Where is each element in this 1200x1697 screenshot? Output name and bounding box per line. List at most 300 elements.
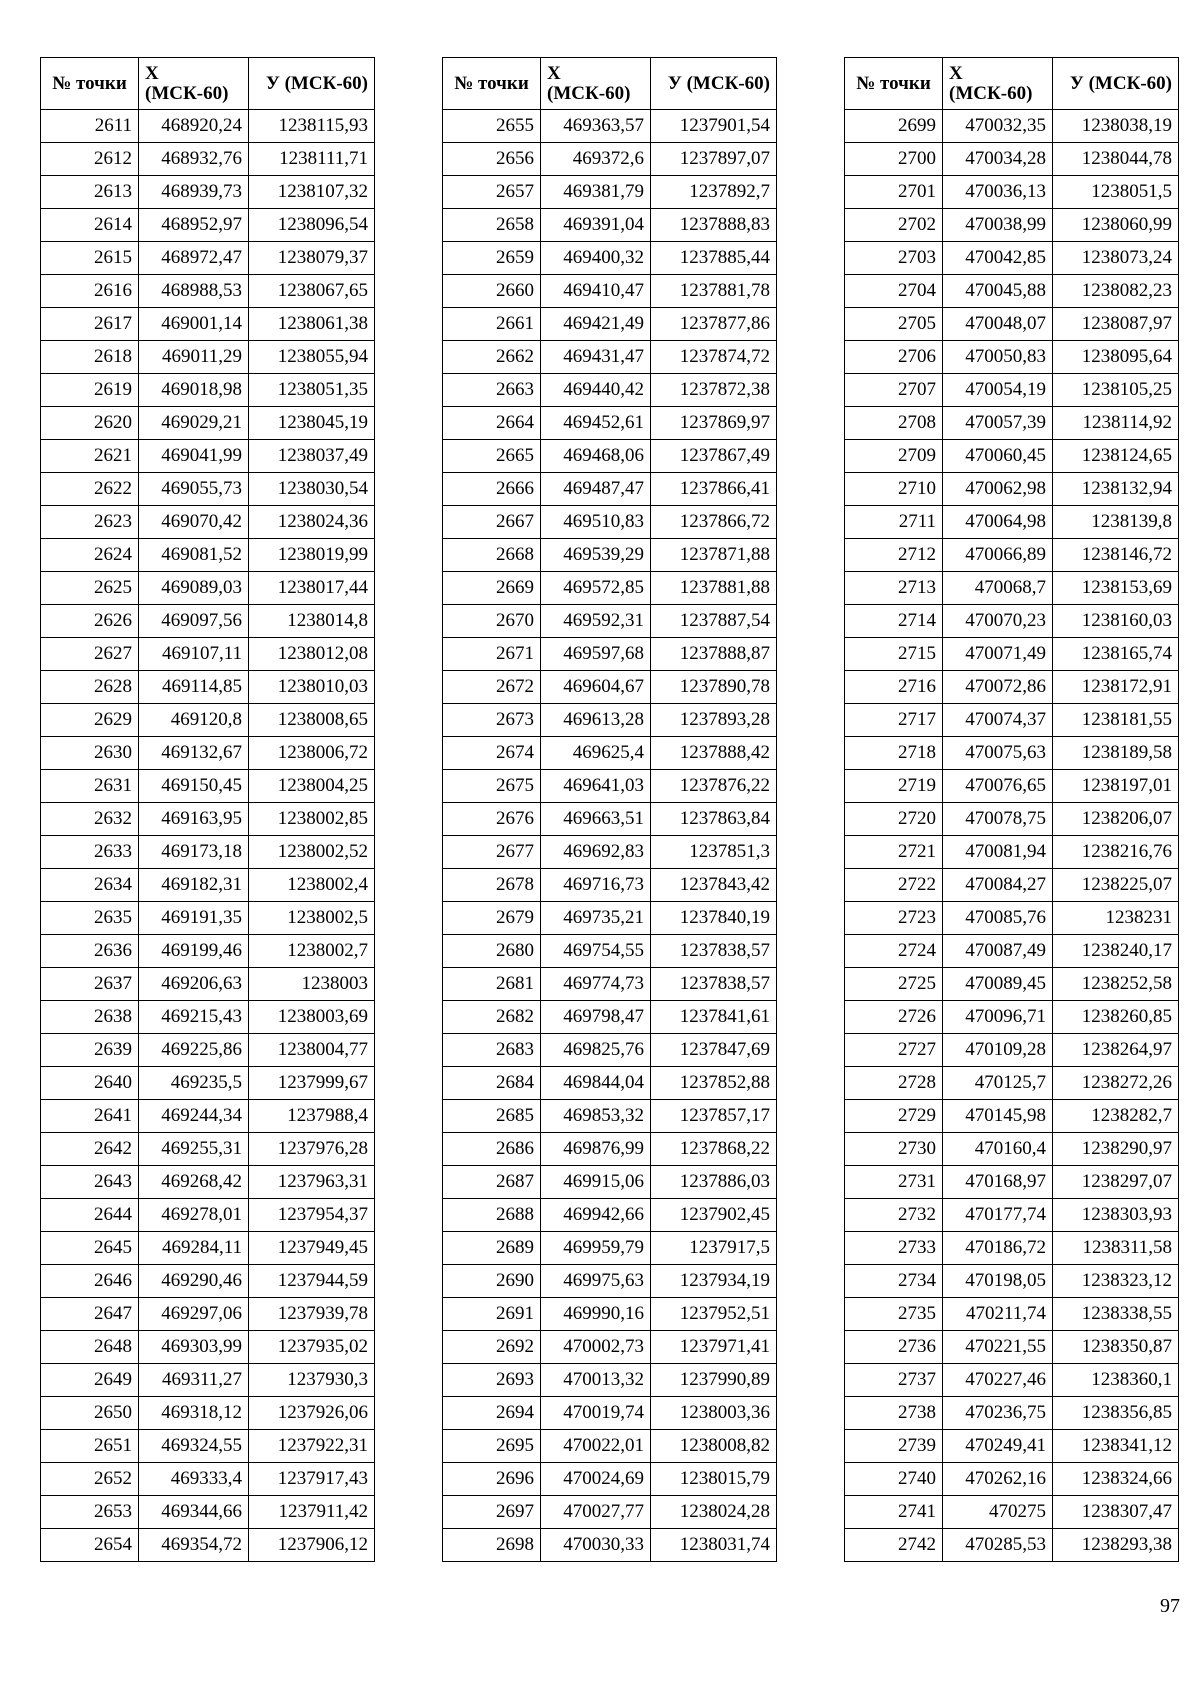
point-number-cell: 2663 [443, 374, 541, 407]
y-coordinate-cell: 1238002,52 [249, 836, 375, 869]
y-coordinate-cell: 1237917,43 [249, 1463, 375, 1496]
y-coordinate-cell: 1238240,17 [1053, 935, 1179, 968]
x-coordinate-cell: 469876,99 [541, 1133, 651, 1166]
point-number-cell: 2702 [845, 209, 943, 242]
x-coordinate-cell: 470070,23 [943, 605, 1053, 638]
y-coordinate-cell: 1238004,77 [249, 1034, 375, 1067]
y-coordinate-cell: 1237911,42 [249, 1496, 375, 1529]
y-coordinate-cell: 1238019,99 [249, 539, 375, 572]
x-coordinate-cell: 469431,47 [541, 341, 651, 374]
coordinates-table-2 [442, 57, 777, 1562]
y-coordinate-cell: 1238111,71 [249, 143, 375, 176]
table-row [443, 770, 777, 803]
point-number-cell: 2733 [845, 1232, 943, 1265]
x-coordinate-cell: 470262,16 [943, 1463, 1053, 1496]
y-coordinate-cell: 1237897,07 [651, 143, 777, 176]
table-row [41, 803, 375, 836]
x-coordinate-cell: 470024,69 [541, 1463, 651, 1496]
x-coordinate-cell: 469774,73 [541, 968, 651, 1001]
x-coordinate-cell: 469011,29 [139, 341, 249, 374]
y-coordinate-cell: 1237963,31 [249, 1166, 375, 1199]
x-coordinate-cell: 469990,16 [541, 1298, 651, 1331]
point-number-cell: 2740 [845, 1463, 943, 1496]
x-coordinate-cell: 469692,83 [541, 836, 651, 869]
point-number-cell: 2694 [443, 1397, 541, 1430]
header-y: У (МСК-60) [249, 58, 375, 110]
point-number-cell: 2716 [845, 671, 943, 704]
table-row [845, 407, 1179, 440]
table-row [41, 638, 375, 671]
table-row [443, 572, 777, 605]
y-coordinate-cell: 1237901,54 [651, 110, 777, 143]
point-number-cell: 2670 [443, 605, 541, 638]
y-coordinate-cell: 1237930,3 [249, 1364, 375, 1397]
table-row [41, 440, 375, 473]
table-row [443, 539, 777, 572]
x-coordinate-cell: 469018,98 [139, 374, 249, 407]
y-coordinate-cell: 1238044,78 [1053, 143, 1179, 176]
table-row [845, 1496, 1179, 1529]
header-y: У (МСК-60) [1053, 58, 1179, 110]
table-row [443, 176, 777, 209]
table-row [443, 1430, 777, 1463]
table-row [41, 902, 375, 935]
point-number-cell: 2728 [845, 1067, 943, 1100]
table-row [845, 638, 1179, 671]
point-number-cell: 2624 [41, 539, 139, 572]
y-coordinate-cell: 1237847,69 [651, 1034, 777, 1067]
point-number-cell: 2641 [41, 1100, 139, 1133]
y-coordinate-cell: 1238231 [1053, 902, 1179, 935]
x-coordinate-cell: 470030,33 [541, 1529, 651, 1562]
y-coordinate-cell: 1238105,25 [1053, 374, 1179, 407]
point-number-cell: 2712 [845, 539, 943, 572]
table-row [845, 1199, 1179, 1232]
table-row [845, 671, 1179, 704]
y-coordinate-cell: 1237857,17 [651, 1100, 777, 1133]
point-number-cell: 2637 [41, 968, 139, 1001]
y-coordinate-cell: 1237867,49 [651, 440, 777, 473]
table-row [443, 341, 777, 374]
point-number-cell: 2677 [443, 836, 541, 869]
x-coordinate-cell: 470145,98 [943, 1100, 1053, 1133]
table-row [845, 1067, 1179, 1100]
table-row [41, 1265, 375, 1298]
point-number-cell: 2636 [41, 935, 139, 968]
point-number-cell: 2612 [41, 143, 139, 176]
point-number-cell: 2700 [845, 143, 943, 176]
x-coordinate-cell: 469735,21 [541, 902, 651, 935]
table-row [41, 374, 375, 407]
table-row [443, 1463, 777, 1496]
table-row [41, 1331, 375, 1364]
y-coordinate-cell: 1237944,59 [249, 1265, 375, 1298]
y-coordinate-cell: 1238225,07 [1053, 869, 1179, 902]
point-number-cell: 2715 [845, 638, 943, 671]
point-number-cell: 2633 [41, 836, 139, 869]
x-coordinate-cell: 469199,46 [139, 935, 249, 968]
page-number: 97 [1160, 1595, 1180, 1617]
table-row [845, 275, 1179, 308]
table-row [443, 1232, 777, 1265]
header-row [845, 58, 1179, 110]
y-coordinate-cell: 1237871,88 [651, 539, 777, 572]
point-number-cell: 2673 [443, 704, 541, 737]
y-coordinate-cell: 1237990,89 [651, 1364, 777, 1397]
y-coordinate-cell: 1238038,19 [1053, 110, 1179, 143]
x-coordinate-cell: 470034,28 [943, 143, 1053, 176]
table-row [845, 1166, 1179, 1199]
x-coordinate-cell: 469120,8 [139, 704, 249, 737]
table-row [443, 902, 777, 935]
y-coordinate-cell: 1238002,5 [249, 902, 375, 935]
point-number-cell: 2719 [845, 770, 943, 803]
point-number-cell: 2701 [845, 176, 943, 209]
x-coordinate-cell: 470078,75 [943, 803, 1053, 836]
x-coordinate-cell: 469070,42 [139, 506, 249, 539]
table-row [845, 1100, 1179, 1133]
y-coordinate-cell: 1238297,07 [1053, 1166, 1179, 1199]
point-number-cell: 2643 [41, 1166, 139, 1199]
table-row [41, 1199, 375, 1232]
table-row [845, 341, 1179, 374]
table-row [845, 1331, 1179, 1364]
y-coordinate-cell: 1237881,88 [651, 572, 777, 605]
coordinates-table-1 [40, 57, 375, 1562]
point-number-cell: 2693 [443, 1364, 541, 1397]
header-x: X (МСК-60) [943, 58, 1053, 110]
point-number-cell: 2679 [443, 902, 541, 935]
x-coordinate-cell: 469572,85 [541, 572, 651, 605]
x-coordinate-cell: 469975,63 [541, 1265, 651, 1298]
table-row [443, 671, 777, 704]
table-row [845, 143, 1179, 176]
point-number-cell: 2665 [443, 440, 541, 473]
y-coordinate-cell: 1238172,91 [1053, 671, 1179, 704]
point-number-cell: 2645 [41, 1232, 139, 1265]
y-coordinate-cell: 1237917,5 [651, 1232, 777, 1265]
x-coordinate-cell: 469114,85 [139, 671, 249, 704]
y-coordinate-cell: 1238073,24 [1053, 242, 1179, 275]
table-row [845, 506, 1179, 539]
point-number-cell: 2668 [443, 539, 541, 572]
x-coordinate-cell: 469592,31 [541, 605, 651, 638]
table-row [443, 407, 777, 440]
x-coordinate-cell: 469959,79 [541, 1232, 651, 1265]
y-coordinate-cell: 1237902,45 [651, 1199, 777, 1232]
point-number-cell: 2625 [41, 572, 139, 605]
y-coordinate-cell: 1238002,4 [249, 869, 375, 902]
x-coordinate-cell: 470045,88 [943, 275, 1053, 308]
point-number-cell: 2686 [443, 1133, 541, 1166]
point-number-cell: 2681 [443, 968, 541, 1001]
point-number-cell: 2618 [41, 341, 139, 374]
y-coordinate-cell: 1237922,31 [249, 1430, 375, 1463]
x-coordinate-cell: 469268,42 [139, 1166, 249, 1199]
point-number-cell: 2649 [41, 1364, 139, 1397]
point-number-cell: 2739 [845, 1430, 943, 1463]
x-coordinate-cell: 469290,46 [139, 1265, 249, 1298]
x-coordinate-cell: 470032,35 [943, 110, 1053, 143]
x-coordinate-cell: 469716,73 [541, 869, 651, 902]
header-row [41, 58, 375, 110]
table-row [845, 209, 1179, 242]
point-number-cell: 2613 [41, 176, 139, 209]
point-number-cell: 2705 [845, 308, 943, 341]
point-number-cell: 2658 [443, 209, 541, 242]
table-row [845, 803, 1179, 836]
x-coordinate-cell: 470048,07 [943, 308, 1053, 341]
x-coordinate-cell: 470057,39 [943, 407, 1053, 440]
y-coordinate-cell: 1238206,07 [1053, 803, 1179, 836]
y-coordinate-cell: 1238360,1 [1053, 1364, 1179, 1397]
table-row [41, 242, 375, 275]
y-coordinate-cell: 1237976,28 [249, 1133, 375, 1166]
y-coordinate-cell: 1238010,03 [249, 671, 375, 704]
table-row [443, 308, 777, 341]
x-coordinate-cell: 470036,13 [943, 176, 1053, 209]
point-number-cell: 2707 [845, 374, 943, 407]
table-row [845, 1430, 1179, 1463]
y-coordinate-cell: 1237881,78 [651, 275, 777, 308]
table-row [443, 110, 777, 143]
point-number-cell: 2738 [845, 1397, 943, 1430]
table-row [443, 1529, 777, 1562]
table-row [443, 1496, 777, 1529]
y-coordinate-cell: 1237838,57 [651, 935, 777, 968]
x-coordinate-cell: 470081,94 [943, 836, 1053, 869]
point-number-cell: 2638 [41, 1001, 139, 1034]
table-row [845, 1463, 1179, 1496]
table-row [845, 1298, 1179, 1331]
x-coordinate-cell: 470160,4 [943, 1133, 1053, 1166]
y-coordinate-cell: 1238096,54 [249, 209, 375, 242]
y-coordinate-cell: 1238015,79 [651, 1463, 777, 1496]
table-row [845, 605, 1179, 638]
table-row [845, 1529, 1179, 1562]
y-coordinate-cell: 1238003,69 [249, 1001, 375, 1034]
x-coordinate-cell: 470013,32 [541, 1364, 651, 1397]
y-coordinate-cell: 1238024,28 [651, 1496, 777, 1529]
table-row [845, 572, 1179, 605]
x-coordinate-cell: 469798,47 [541, 1001, 651, 1034]
y-coordinate-cell: 1237999,67 [249, 1067, 375, 1100]
y-coordinate-cell: 1238045,19 [249, 407, 375, 440]
point-number-cell: 2704 [845, 275, 943, 308]
x-coordinate-cell: 470038,99 [943, 209, 1053, 242]
x-coordinate-cell: 470227,46 [943, 1364, 1053, 1397]
x-coordinate-cell: 470042,85 [943, 242, 1053, 275]
y-coordinate-cell: 1238189,58 [1053, 737, 1179, 770]
table-row [443, 638, 777, 671]
point-number-cell: 2669 [443, 572, 541, 605]
table-row [41, 935, 375, 968]
x-coordinate-cell: 470084,27 [943, 869, 1053, 902]
y-coordinate-cell: 1237887,54 [651, 605, 777, 638]
y-coordinate-cell: 1238060,99 [1053, 209, 1179, 242]
x-coordinate-cell: 469421,49 [541, 308, 651, 341]
point-number-cell: 2627 [41, 638, 139, 671]
table-row [443, 1265, 777, 1298]
point-number-cell: 2639 [41, 1034, 139, 1067]
point-number-cell: 2729 [845, 1100, 943, 1133]
table-row [443, 275, 777, 308]
x-coordinate-cell: 469372,6 [541, 143, 651, 176]
point-number-cell: 2709 [845, 440, 943, 473]
table-row [443, 440, 777, 473]
table-row [845, 836, 1179, 869]
x-coordinate-cell: 470096,71 [943, 1001, 1053, 1034]
x-coordinate-cell: 470087,49 [943, 935, 1053, 968]
point-number-cell: 2691 [443, 1298, 541, 1331]
table-row [443, 1034, 777, 1067]
table-row [845, 1133, 1179, 1166]
y-coordinate-cell: 1238002,7 [249, 935, 375, 968]
y-coordinate-cell: 1237874,72 [651, 341, 777, 374]
x-coordinate-cell: 469284,11 [139, 1232, 249, 1265]
point-number-cell: 2727 [845, 1034, 943, 1067]
point-number-cell: 2725 [845, 968, 943, 1001]
point-number-cell: 2678 [443, 869, 541, 902]
y-coordinate-cell: 1237934,19 [651, 1265, 777, 1298]
x-coordinate-cell: 469324,55 [139, 1430, 249, 1463]
x-coordinate-cell: 469041,99 [139, 440, 249, 473]
x-coordinate-cell: 470071,49 [943, 638, 1053, 671]
x-coordinate-cell: 469844,04 [541, 1067, 651, 1100]
point-number-cell: 2628 [41, 671, 139, 704]
table-row [845, 935, 1179, 968]
table-row [41, 308, 375, 341]
table-row [41, 1166, 375, 1199]
point-number-cell: 2683 [443, 1034, 541, 1067]
point-number-cell: 2614 [41, 209, 139, 242]
table-row [41, 737, 375, 770]
x-coordinate-cell: 470062,98 [943, 473, 1053, 506]
x-coordinate-cell: 470109,28 [943, 1034, 1053, 1067]
x-coordinate-cell: 470075,63 [943, 737, 1053, 770]
x-coordinate-cell: 470064,98 [943, 506, 1053, 539]
point-number-cell: 2644 [41, 1199, 139, 1232]
x-coordinate-cell: 470022,01 [541, 1430, 651, 1463]
x-coordinate-cell: 469597,68 [541, 638, 651, 671]
y-coordinate-cell: 1237843,42 [651, 869, 777, 902]
point-number-cell: 2616 [41, 275, 139, 308]
table-row [41, 869, 375, 902]
x-coordinate-cell: 469539,29 [541, 539, 651, 572]
header-point-number: № точки [41, 58, 139, 110]
table-row [443, 968, 777, 1001]
header-y: У (МСК-60) [651, 58, 777, 110]
y-coordinate-cell: 1238115,93 [249, 110, 375, 143]
table-row [845, 1034, 1179, 1067]
table-row [845, 374, 1179, 407]
y-coordinate-cell: 1238024,36 [249, 506, 375, 539]
x-coordinate-cell: 469255,31 [139, 1133, 249, 1166]
x-coordinate-cell: 470186,72 [943, 1232, 1053, 1265]
x-coordinate-cell: 469132,67 [139, 737, 249, 770]
table-row [41, 770, 375, 803]
point-number-cell: 2617 [41, 308, 139, 341]
y-coordinate-cell: 1237852,88 [651, 1067, 777, 1100]
table-row [845, 473, 1179, 506]
y-coordinate-cell: 1237890,78 [651, 671, 777, 704]
y-coordinate-cell: 1237952,51 [651, 1298, 777, 1331]
y-coordinate-cell: 1238341,12 [1053, 1430, 1179, 1463]
y-coordinate-cell: 1238087,97 [1053, 308, 1179, 341]
point-number-cell: 2626 [41, 605, 139, 638]
x-coordinate-cell: 469150,45 [139, 770, 249, 803]
point-number-cell: 2684 [443, 1067, 541, 1100]
point-number-cell: 2672 [443, 671, 541, 704]
coordinates-table-3 [844, 57, 1179, 1562]
x-coordinate-cell: 470027,77 [541, 1496, 651, 1529]
x-coordinate-cell: 470060,45 [943, 440, 1053, 473]
y-coordinate-cell: 1238252,58 [1053, 968, 1179, 1001]
table-row [845, 737, 1179, 770]
table-row [443, 1100, 777, 1133]
y-coordinate-cell: 1238272,26 [1053, 1067, 1179, 1100]
point-number-cell: 2713 [845, 572, 943, 605]
table-row [845, 968, 1179, 1001]
y-coordinate-cell: 1237888,42 [651, 737, 777, 770]
table-row [443, 605, 777, 638]
point-number-cell: 2661 [443, 308, 541, 341]
point-number-cell: 2736 [845, 1331, 943, 1364]
x-coordinate-cell: 470177,74 [943, 1199, 1053, 1232]
point-number-cell: 2619 [41, 374, 139, 407]
table-row [41, 671, 375, 704]
y-coordinate-cell: 1237926,06 [249, 1397, 375, 1430]
y-coordinate-cell: 1238338,55 [1053, 1298, 1179, 1331]
y-coordinate-cell: 1237866,41 [651, 473, 777, 506]
x-coordinate-cell: 469487,47 [541, 473, 651, 506]
point-number-cell: 2657 [443, 176, 541, 209]
table-row [41, 704, 375, 737]
x-coordinate-cell: 468972,47 [139, 242, 249, 275]
y-coordinate-cell: 1237939,78 [249, 1298, 375, 1331]
x-coordinate-cell: 469215,43 [139, 1001, 249, 1034]
table-row [41, 1133, 375, 1166]
y-coordinate-cell: 1237840,19 [651, 902, 777, 935]
point-number-cell: 2620 [41, 407, 139, 440]
point-number-cell: 2726 [845, 1001, 943, 1034]
point-number-cell: 2721 [845, 836, 943, 869]
x-coordinate-cell: 468939,73 [139, 176, 249, 209]
y-coordinate-cell: 1237892,7 [651, 176, 777, 209]
x-coordinate-cell: 469825,76 [541, 1034, 651, 1067]
point-number-cell: 2718 [845, 737, 943, 770]
point-number-cell: 2724 [845, 935, 943, 968]
table-row [443, 473, 777, 506]
y-coordinate-cell: 1238307,47 [1053, 1496, 1179, 1529]
table-row [41, 1463, 375, 1496]
y-coordinate-cell: 1237888,83 [651, 209, 777, 242]
y-coordinate-cell: 1238114,92 [1053, 407, 1179, 440]
y-coordinate-cell: 1237876,22 [651, 770, 777, 803]
table-row [443, 506, 777, 539]
point-number-cell: 2734 [845, 1265, 943, 1298]
x-coordinate-cell: 469318,12 [139, 1397, 249, 1430]
point-number-cell: 2660 [443, 275, 541, 308]
point-number-cell: 2656 [443, 143, 541, 176]
y-coordinate-cell: 1237886,03 [651, 1166, 777, 1199]
point-number-cell: 2642 [41, 1133, 139, 1166]
point-number-cell: 2647 [41, 1298, 139, 1331]
table-row [443, 1001, 777, 1034]
y-coordinate-cell: 1238079,37 [249, 242, 375, 275]
point-number-cell: 2659 [443, 242, 541, 275]
y-coordinate-cell: 1238160,03 [1053, 605, 1179, 638]
